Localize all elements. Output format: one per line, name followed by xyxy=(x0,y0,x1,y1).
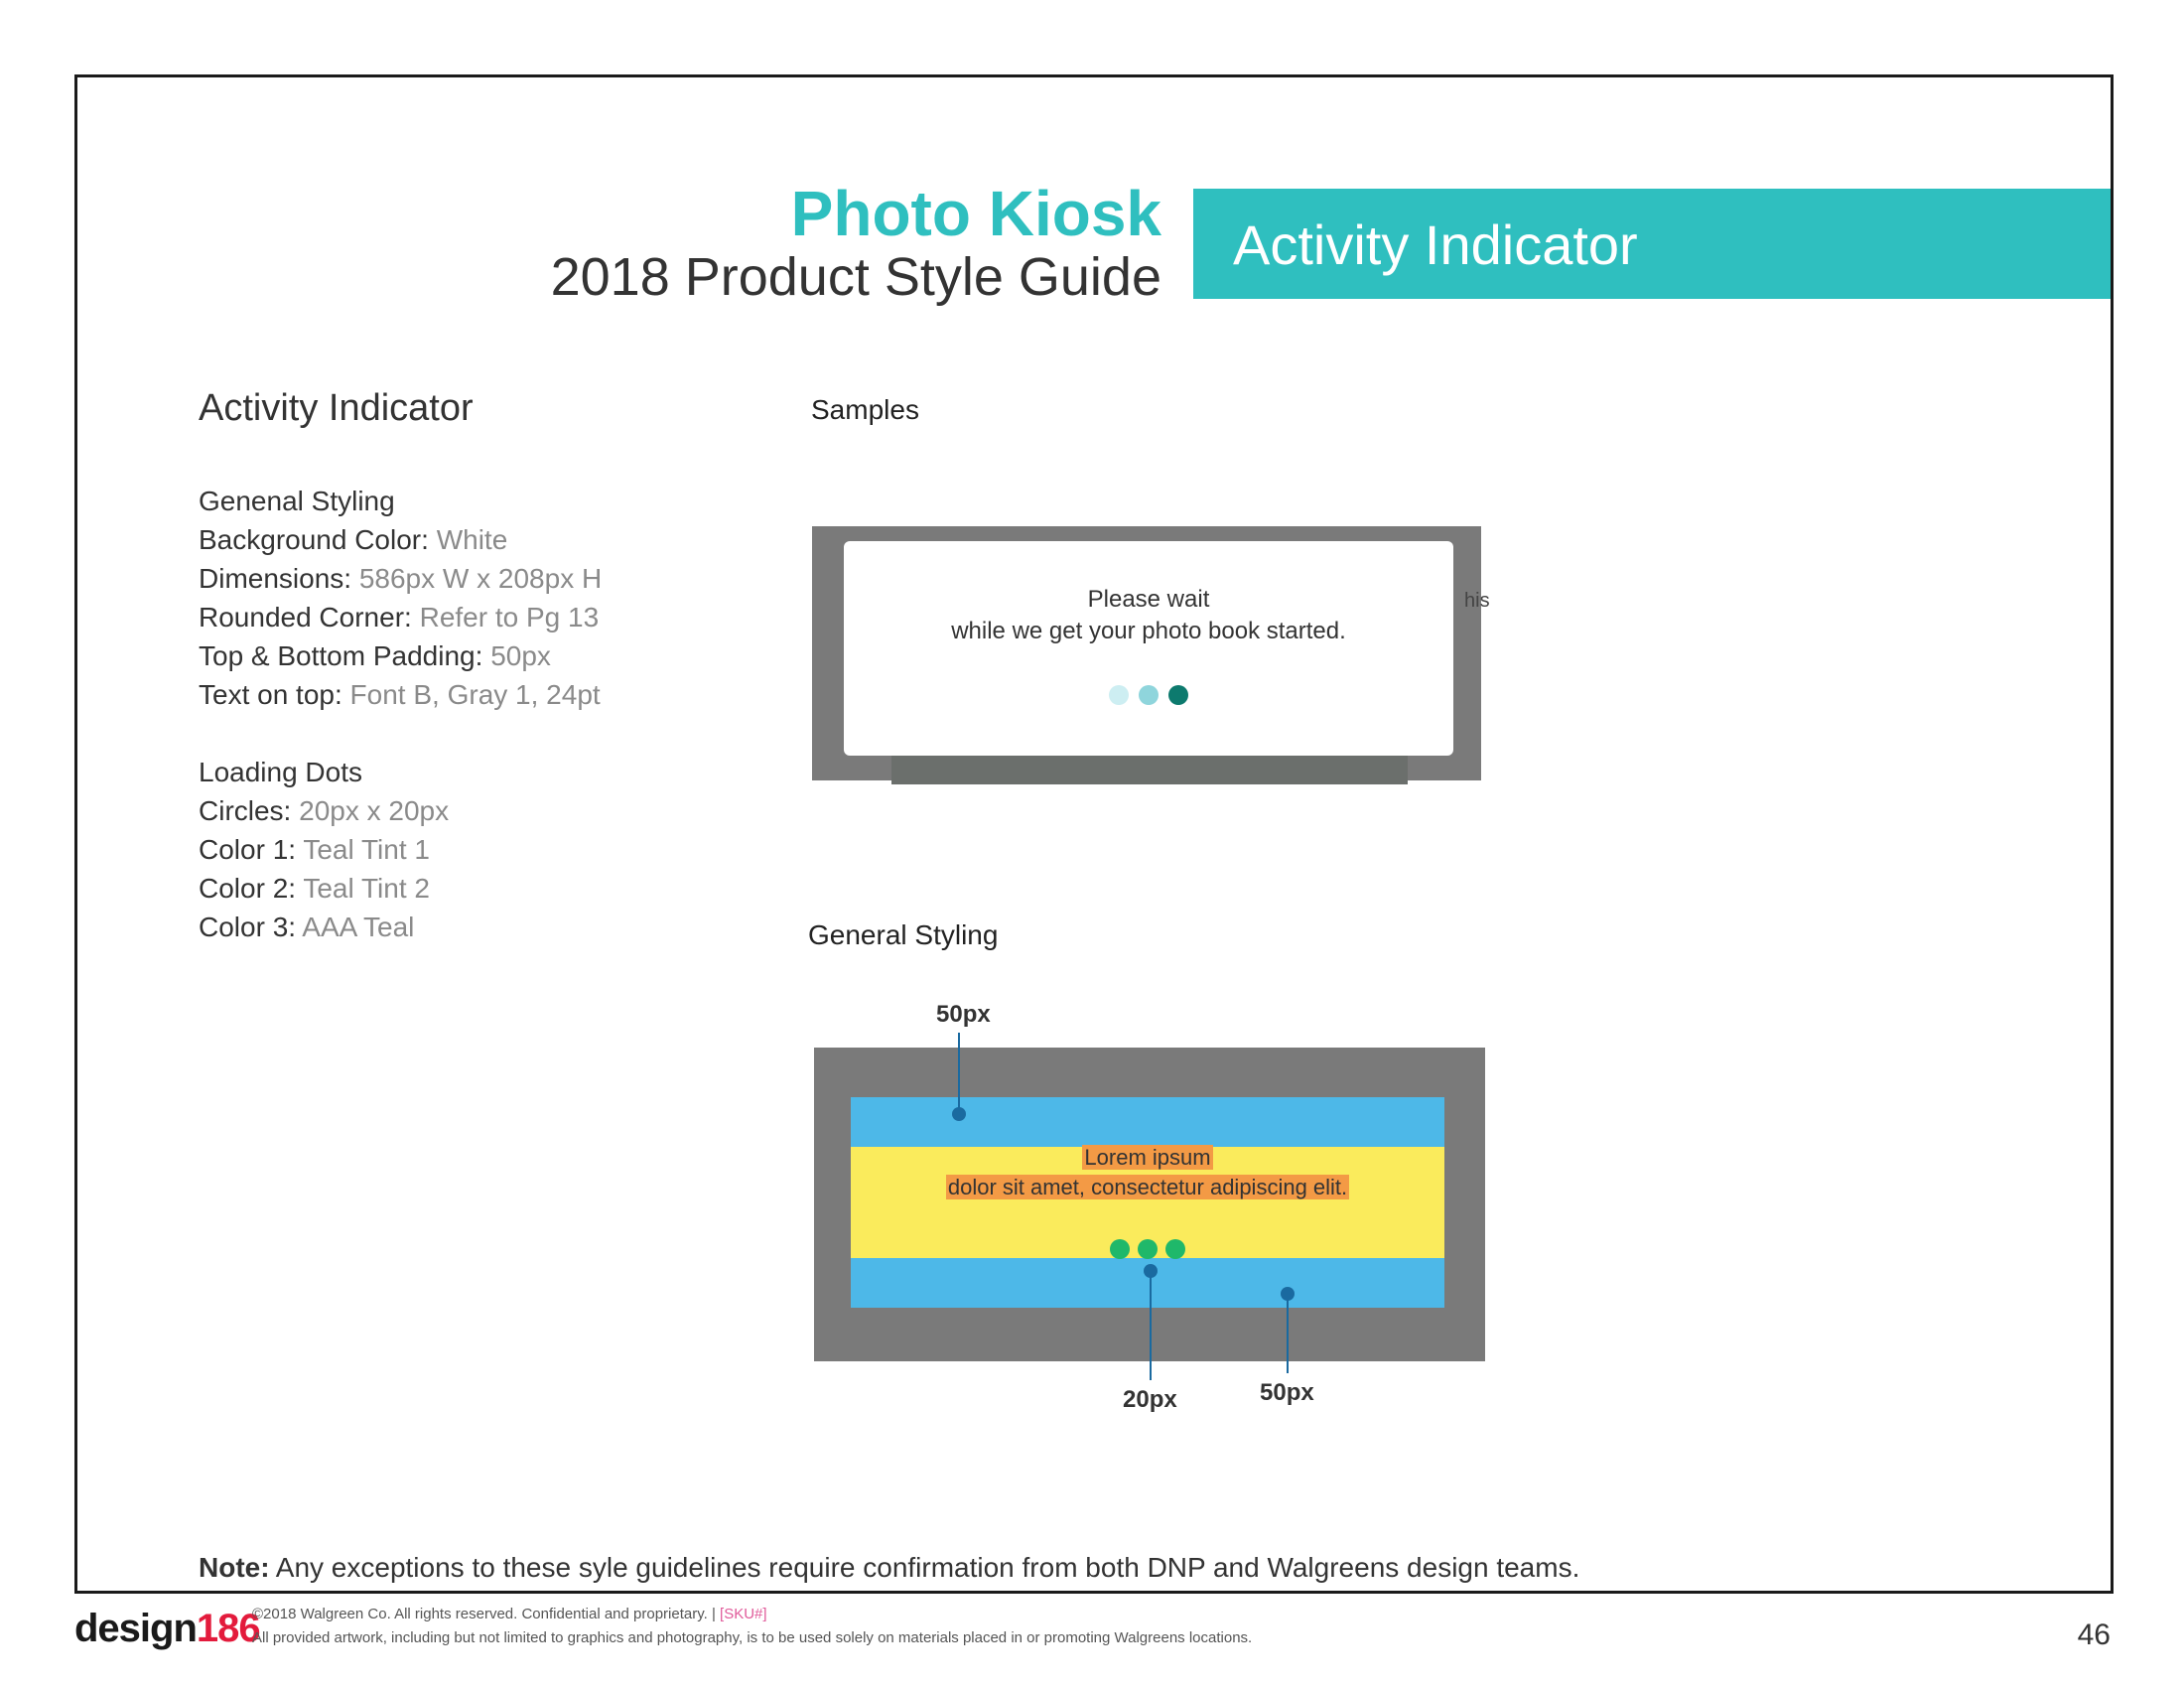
spec-value: 20px x 20px xyxy=(299,795,450,826)
section-banner xyxy=(1193,189,2111,299)
sample-message-text: while we get your photo book started. xyxy=(951,618,1346,644)
callout-bottom-padding: 50px xyxy=(1260,1379,1314,1406)
general-styling-label: General Styling xyxy=(808,919,999,950)
spec-key: Text on top: xyxy=(199,679,342,710)
callout-line xyxy=(1150,1271,1152,1380)
logo-word: design xyxy=(74,1607,197,1650)
spec-row xyxy=(199,830,814,869)
diagram-dot-3 xyxy=(1165,1239,1185,1259)
footer-disclaimer: All provided artwork, including but not limited to graphics and photography, is to be used solely on materials placed in or promoting Walgreens locations. xyxy=(252,1629,1253,1646)
loading-dot-2 xyxy=(1139,685,1159,705)
spec-value: White xyxy=(436,524,508,555)
spec-row xyxy=(199,520,814,559)
callout-line xyxy=(958,1033,960,1114)
spec-row xyxy=(199,908,814,946)
spec-row xyxy=(199,559,814,598)
callout-line xyxy=(1287,1294,1289,1373)
spec-key: Rounded Corner: xyxy=(199,602,412,633)
diagram-text-line-2: dolor sit amet, consectetur adipiscing elit. xyxy=(947,1175,1348,1199)
loading-dot-3 xyxy=(1168,685,1188,705)
spec-key: Background Color: xyxy=(199,524,429,555)
activity-indicator-sample xyxy=(844,541,1453,756)
diagram-dot-2 xyxy=(1138,1239,1158,1259)
spec-key: Color 1: xyxy=(199,834,297,865)
spec-key: Color 2: xyxy=(199,873,297,904)
spec-row xyxy=(199,598,814,636)
spec-row xyxy=(199,636,814,675)
footer-copyright xyxy=(252,1606,767,1622)
note xyxy=(199,1552,1579,1584)
spec-column xyxy=(199,387,814,946)
note-text: Any exceptions to these syle guidelines require confirmation from both DNP and Walgreens design teams. xyxy=(275,1552,1580,1583)
padding-top-band xyxy=(851,1097,1444,1147)
spec-row xyxy=(199,675,814,714)
section-title: Activity Indicator xyxy=(199,387,474,429)
samples-label: Samples xyxy=(811,394,919,425)
spec-key: Dimensions: xyxy=(199,563,352,594)
loading-dot-1 xyxy=(1109,685,1129,705)
spec-key: Top & Bottom Padding: xyxy=(199,640,483,671)
diagram-dot-1 xyxy=(1110,1239,1130,1259)
spec-key: Color 3: xyxy=(199,912,297,942)
spec-value: Teal Tint 1 xyxy=(303,834,430,865)
section-banner-label: Activity Indicator xyxy=(1233,213,1638,276)
page-number: 46 xyxy=(2077,1618,2111,1651)
spec-value: 586px W x 208px H xyxy=(358,563,603,594)
spec-row xyxy=(199,869,814,908)
backdrop-ghost-element xyxy=(891,755,1408,784)
sample-wait-text: Please wait xyxy=(1087,586,1210,613)
doc-subtitle: 2018 Product Style Guide xyxy=(550,247,1161,307)
callout-dot-size: 20px xyxy=(1123,1386,1177,1413)
diagram-text-line-1: Lorem ipsum xyxy=(1084,1145,1211,1170)
backdrop-ghost-text: his xyxy=(1464,590,1490,612)
general-styling-heading: Genenal Styling xyxy=(199,486,395,516)
copyright-text: ©2018 Walgreen Co. All rights reserved. Confidential and proprietary. | xyxy=(252,1606,716,1622)
note-label: Note: xyxy=(199,1552,270,1583)
spec-row xyxy=(199,791,814,830)
loading-dots-heading: Loading Dots xyxy=(199,757,363,787)
spec-value: Teal Tint 2 xyxy=(303,873,430,904)
callout-top-padding: 50px xyxy=(936,1001,991,1028)
callout-marker xyxy=(952,1107,966,1121)
design186-logo xyxy=(74,1607,260,1651)
spec-value: 50px xyxy=(490,640,551,671)
spec-key: Circles: xyxy=(199,795,292,826)
logo-number: 186 xyxy=(196,1607,260,1650)
sku-placeholder: [SKU#] xyxy=(720,1606,767,1622)
spec-value: Font B, Gray 1, 24pt xyxy=(349,679,601,710)
spec-value: AAA Teal xyxy=(302,912,415,942)
spec-value: Refer to Pg 13 xyxy=(419,602,600,633)
doc-title: Photo Kiosk xyxy=(790,178,1161,249)
